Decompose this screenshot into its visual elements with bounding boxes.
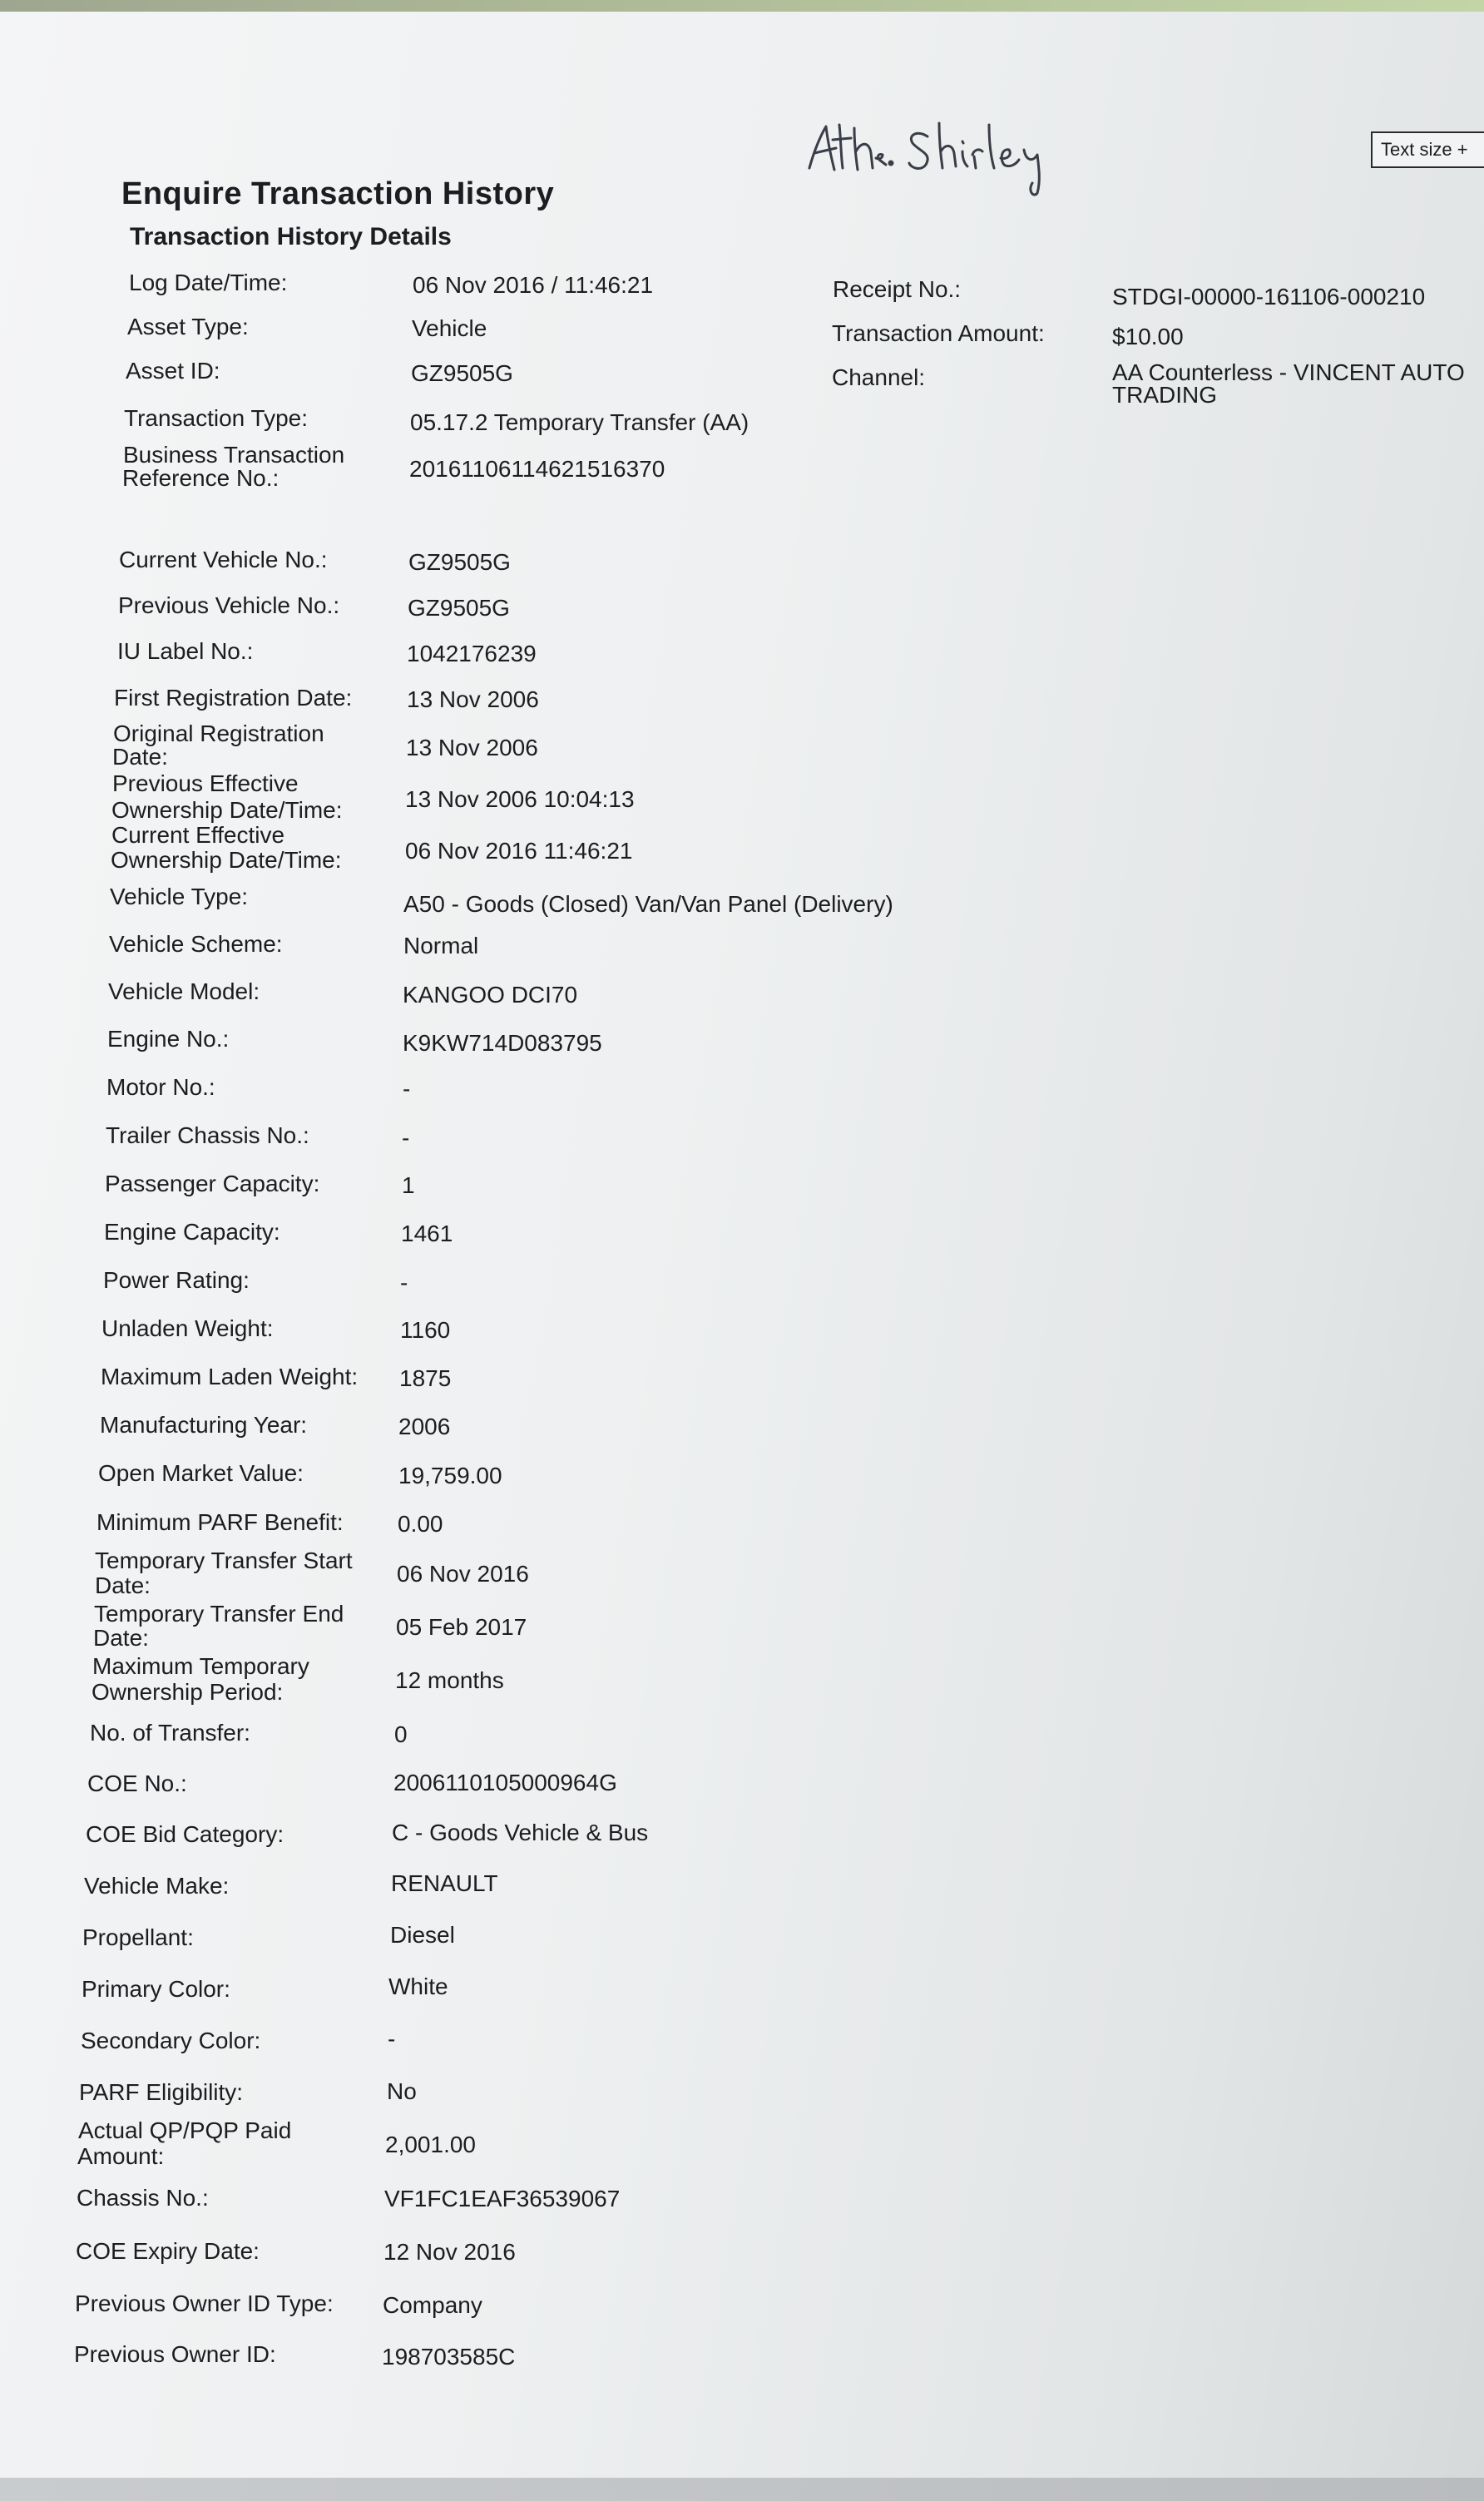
previous-owner-id-value: 198703585C	[382, 2344, 516, 2370]
temp-transfer-start-label-line2: Date:	[95, 1572, 151, 1598]
actual-qp-paid-label-line1: Actual QP/PQP Paid	[78, 2117, 292, 2143]
temp-transfer-start-label-line1: Temporary Transfer Start	[95, 1548, 353, 1573]
previous-owner-id-type-value: Company	[383, 2292, 482, 2318]
receipt-no-label: Receipt No.:	[833, 276, 962, 302]
parf-eligibility-label: PARF Eligibility:	[79, 2079, 244, 2105]
max-laden-weight-label: Maximum Laden Weight:	[101, 1364, 359, 1389]
secondary-color-value: -	[388, 2026, 396, 2052]
previous-vehicle-no-label: Previous Vehicle No.:	[118, 592, 340, 618]
actual-qp-paid-value: 2,001.00	[385, 2132, 476, 2157]
channel-value-line2: TRADING	[1112, 382, 1217, 408]
vehicle-scheme-label: Vehicle Scheme:	[109, 931, 283, 957]
primary-color-label: Primary Color:	[82, 1976, 230, 2002]
motor-no-label: Motor No.:	[106, 1074, 215, 1100]
asset-id-label: Asset ID:	[126, 358, 220, 384]
coe-bid-category-label: COE Bid Category:	[86, 1821, 284, 1847]
open-market-value-label: Open Market Value:	[98, 1460, 304, 1486]
original-registration-date-label-line1: Original Registration	[113, 721, 324, 746]
asset-type-value: Vehicle	[412, 315, 487, 341]
max-laden-weight-value: 1875	[399, 1365, 452, 1391]
channel-label: Channel:	[832, 364, 926, 390]
iu-label-no-value: 1042176239	[407, 641, 537, 666]
transaction-amount-label: Transaction Amount:	[832, 320, 1045, 346]
trailer-chassis-no-value: -	[402, 1125, 410, 1151]
receipt-no-value: STDGI-00000-161106-000210	[1112, 284, 1426, 310]
engine-no-value: K9KW714D083795	[403, 1030, 602, 1056]
chassis-no-value: VF1FC1EAF36539067	[384, 2186, 621, 2211]
background-edge-top	[0, 0, 1484, 12]
engine-capacity-label: Engine Capacity:	[104, 1219, 280, 1245]
vehicle-type-label: Vehicle Type:	[110, 884, 249, 909]
iu-label-no-label: IU Label No.:	[117, 638, 254, 664]
section-subtitle: Transaction History Details	[130, 223, 452, 250]
vehicle-scheme-value: Normal	[403, 933, 479, 958]
primary-color-value: White	[388, 1974, 448, 1999]
channel-value-line1: AA Counterless - VINCENT AUTO	[1112, 359, 1465, 385]
log-datetime-value: 06 Nov 2016 / 11:46:21	[413, 272, 654, 298]
secondary-color-label: Secondary Color:	[81, 2028, 261, 2053]
original-registration-date-value: 13 Nov 2006	[406, 735, 538, 760]
actual-qp-paid-label-line2: Amount:	[77, 2143, 165, 2169]
previous-owner-id-label: Previous Owner ID:	[74, 2341, 276, 2367]
unladen-weight-label: Unladen Weight:	[101, 1315, 274, 1341]
asset-type-label: Asset Type:	[127, 314, 249, 339]
previous-effective-ownership-label-line2: Ownership Date/Time:	[111, 797, 343, 823]
min-parf-benefit-value: 0.00	[398, 1511, 443, 1537]
current-effective-ownership-label-line2: Ownership Date/Time:	[111, 847, 342, 873]
original-registration-date-label-line2: Date:	[112, 744, 168, 770]
passenger-capacity-value: 1	[402, 1172, 415, 1198]
vehicle-model-label: Vehicle Model:	[108, 978, 260, 1004]
min-parf-benefit-label: Minimum PARF Benefit:	[96, 1509, 344, 1535]
business-ref-label-line2: Reference No.:	[122, 465, 279, 491]
coe-expiry-date-label: COE Expiry Date:	[76, 2238, 260, 2264]
previous-effective-ownership-value: 13 Nov 2006 10:04:13	[405, 786, 635, 812]
propellant-value: Diesel	[390, 1922, 455, 1948]
first-registration-date-label: First Registration Date:	[114, 685, 353, 711]
unladen-weight-value: 1160	[400, 1317, 451, 1343]
current-vehicle-no-label: Current Vehicle No.:	[119, 547, 328, 572]
manufacturing-year-value: 2006	[398, 1414, 451, 1439]
page-title: Enquire Transaction History	[121, 176, 555, 211]
text-size-button[interactable]: Text size +	[1371, 131, 1484, 168]
power-rating-value: -	[400, 1270, 408, 1295]
engine-no-label: Engine No.:	[107, 1026, 230, 1052]
open-market-value-value: 19,759.00	[398, 1463, 502, 1488]
temp-transfer-end-label-line1: Temporary Transfer End	[94, 1601, 344, 1627]
propellant-label: Propellant:	[82, 1924, 194, 1950]
coe-no-value: 2006110105000964G	[393, 1770, 617, 1795]
background-edge-bottom	[0, 2478, 1484, 2501]
no-of-transfer-label: No. of Transfer:	[90, 1720, 250, 1746]
transaction-type-label: Transaction Type:	[124, 405, 309, 431]
previous-vehicle-no-value: GZ9505G	[408, 595, 510, 621]
coe-expiry-date-value: 12 Nov 2016	[383, 2239, 516, 2265]
max-temp-ownership-label-line1: Maximum Temporary	[92, 1653, 309, 1679]
manufacturing-year-label: Manufacturing Year:	[100, 1412, 308, 1438]
engine-capacity-value: 1461	[401, 1221, 453, 1246]
current-vehicle-no-value: GZ9505G	[408, 549, 511, 575]
previous-effective-ownership-label-line1: Previous Effective	[112, 770, 299, 796]
current-effective-ownership-label-line1: Current Effective	[111, 822, 285, 848]
max-temp-ownership-value: 12 months	[395, 1667, 504, 1693]
vehicle-make-label: Vehicle Make:	[84, 1873, 230, 1899]
trailer-chassis-no-label: Trailer Chassis No.:	[106, 1122, 309, 1148]
handwritten-note	[803, 116, 1077, 200]
transaction-amount-value: $10.00	[1112, 324, 1184, 349]
current-effective-ownership-value: 06 Nov 2016 11:46:21	[405, 838, 633, 864]
no-of-transfer-value: 0	[394, 1721, 408, 1747]
parf-eligibility-value: No	[387, 2078, 417, 2104]
vehicle-type-value: A50 - Goods (Closed) Van/Van Panel (Delivery)	[403, 891, 893, 917]
first-registration-date-value: 13 Nov 2006	[407, 686, 539, 712]
vehicle-make-value: RENAULT	[391, 1870, 498, 1896]
max-temp-ownership-label-line2: Ownership Period:	[92, 1679, 284, 1705]
business-ref-value: 20161106114621516370	[409, 456, 665, 482]
log-datetime-label: Log Date/Time:	[129, 270, 288, 295]
power-rating-label: Power Rating:	[103, 1267, 250, 1293]
motor-no-value: -	[403, 1076, 411, 1102]
passenger-capacity-label: Passenger Capacity:	[105, 1171, 320, 1196]
coe-no-label: COE No.:	[87, 1771, 187, 1796]
previous-owner-id-type-label: Previous Owner ID Type:	[75, 2291, 334, 2316]
chassis-no-label: Chassis No.:	[77, 2185, 209, 2211]
business-ref-label-line1: Business Transaction	[123, 442, 345, 468]
transaction-type-value: 05.17.2 Temporary Transfer (AA)	[410, 409, 749, 435]
asset-id-value: GZ9505G	[411, 360, 513, 386]
temp-transfer-end-value: 05 Feb 2017	[396, 1614, 527, 1640]
temp-transfer-start-value: 06 Nov 2016	[397, 1561, 529, 1587]
coe-bid-category-value: C - Goods Vehicle & Bus	[392, 1820, 649, 1845]
temp-transfer-end-label-line2: Date:	[93, 1625, 149, 1651]
vehicle-model-value: KANGOO DCI70	[403, 982, 578, 1008]
